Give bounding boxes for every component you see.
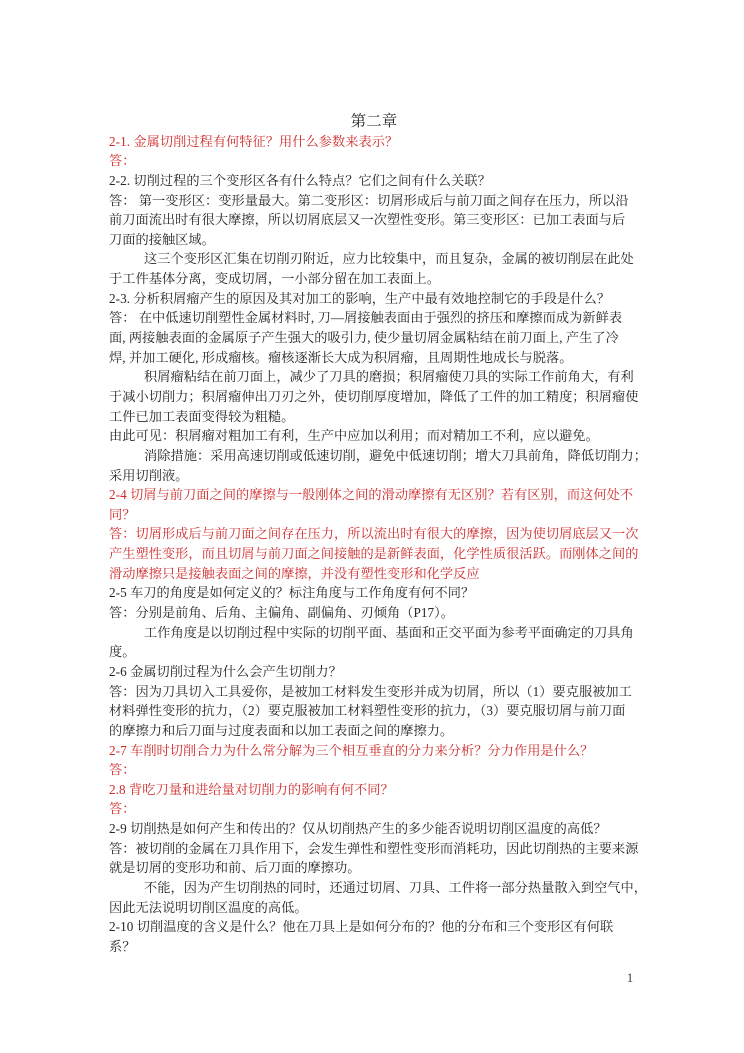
answer-2-2: 答： 第一变形区：变形量最大。第二变形区：切屑形成后与前刀面之间存在压力，所以沿: [109, 192, 629, 208]
doc-line: 滑动摩擦只是接触表面之间的摩擦，并没有塑性变形和化学反应: [109, 565, 480, 581]
question-2-6: 2-6 金属切削过程为什么会产生切削力？: [109, 663, 342, 679]
doc-line: 系？: [109, 938, 136, 954]
doc-line: 不能，因为产生切削热的同时，还通过切屑、刀具、工件将一部分热量散入到空气中，: [144, 879, 648, 895]
doc-line: 材料弹性变形的抗力，（2）要克服被加工材料塑性变形的抗力，（3）要克服切屑与前刀面: [109, 703, 626, 719]
doc-line: 工作角度是以切削过程中实际的切削平面、基面和正交平面为参考平面确定的刀具角: [144, 624, 634, 640]
answer-2-9: 答：被切削的金属在刀具作用下，会发生弹性和塑性变形而消耗功，因此切削热的主要来源: [109, 840, 639, 856]
page-number: 1: [626, 971, 634, 985]
question-2-3: 2-3. 分析积屑瘤产生的原因及其对加工的影响，生产中最有效地控制它的手段是什么？: [109, 290, 610, 306]
doc-line: 面, 两接触表面的金属原子产生强大的吸引力, 使少量切屑金属粘结在前刀面上, 产生了冷: [109, 330, 619, 346]
answer-2-3: 答： 在中低速切削塑性金属材料时, 刀—屑接触表面由于强烈的挤压和摩擦而成为新鲜表: [109, 310, 623, 326]
doc-line: 这三个变形区汇集在切削刃附近，应力比较集中，而且复杂，金属的被切削层在此处: [144, 251, 634, 267]
answer-2-8: 答：: [109, 801, 136, 817]
doc-line: 积屑瘤粘结在前刀面上，减少了刀具的磨损；积屑瘤使刀具的实际工作前角大，有利: [144, 369, 634, 385]
question-2-10: 2-10 切削温度的含义是什么？他在刀具上是如何分布的？他的分布和三个变形区有何联: [109, 919, 614, 935]
question-2-9: 2-9 切削热是如何产生和传出的？仅从切削热产生的多少能否说明切削区温度的高低？: [109, 821, 607, 837]
answer-2-6: 答：因为刀具切入工具爱你，是被加工材料发生变形并成为切屑，所以（1）要克服被加工: [109, 683, 632, 699]
doc-line: 消除措施：采用高速切削或低速切削，避免中低速切削；增大刀具前角，降低切削力；: [144, 447, 648, 463]
doc-line: 工件已加工表面变得较为粗糙。: [109, 408, 295, 424]
question-2-7: 2-7 车削时切削合力为什么常分解为三个相互垂直的分力来分析？分力作用是什么？: [109, 742, 594, 758]
doc-line: 因此无法说明切削区温度的高低。: [109, 899, 308, 915]
question-2-1: 2-1. 金属切削过程有何特征？用什么参数来表示？: [109, 133, 399, 149]
doc-line: 于工件基体分离，变成切屑，一小部分留在加工表面上。: [109, 271, 440, 287]
answer-2-5: 答：分别是前角、后角、主偏角、副偏角、刃倾角（P17）。: [109, 605, 455, 621]
question-2-2: 2-2. 切削过程的三个变形区各有什么特点？它们之间有什么关联？: [109, 172, 491, 188]
doc-line: 同？: [109, 506, 136, 522]
doc-line: 产生塑性变形，而且切屑与前刀面之间接触的是新鲜表面，化学性质很活跃。而刚体之间的: [109, 546, 639, 562]
answer-2-4: 答：切屑形成后与前刀面之间存在压力，所以流出时有很大的摩擦，因为使切屑底层又一次: [109, 526, 639, 542]
doc-line: 焊, 并加工硬化, 形成瘤核。瘤核逐渐长大成为积屑瘤，且周期性地成长与脱落。: [109, 349, 573, 365]
answer-2-1: 答：: [109, 153, 136, 169]
doc-line: 由此可见：积屑瘤对粗加工有利，生产中应加以利用；而对精加工不利，应以避免。: [109, 428, 599, 444]
answer-2-7: 答：: [109, 762, 136, 778]
chapter-title: 第二章: [350, 113, 398, 130]
document-body: [109, 112, 648, 957]
doc-line: 采用切削液。: [109, 467, 189, 483]
question-2-4: 2-4 切屑与前刀面之间的摩擦与一般刚体之间的滑动摩擦有无区别？若有区别，而这何处不: [109, 487, 634, 503]
doc-line: 的摩擦力和后刀面与过度表面和以加工表面之间的摩擦力。: [109, 722, 454, 738]
question-2-8: 2.8 背吃刀量和进给量对切削力的影响有何不同？: [109, 781, 394, 797]
doc-line: 度。: [109, 644, 136, 660]
doc-line: 前刀面流出时有很大摩擦，所以切屑底层又一次塑性变形。第三变形区：已加工表面与后: [109, 212, 626, 228]
question-2-5: 2-5 车刀的角度是如何定义的？标注角度与工作角度有何不同？: [109, 585, 475, 601]
doc-line: 刀面的接触区域。: [109, 231, 215, 247]
doc-line: 于减小切削力；积屑瘤伸出刀刃之外，使切削厚度增加，降低了工件的加工精度；积屑瘤使: [109, 388, 639, 404]
doc-line: 就是切屑的变形功和前、后刀面的摩擦功。: [109, 860, 361, 876]
